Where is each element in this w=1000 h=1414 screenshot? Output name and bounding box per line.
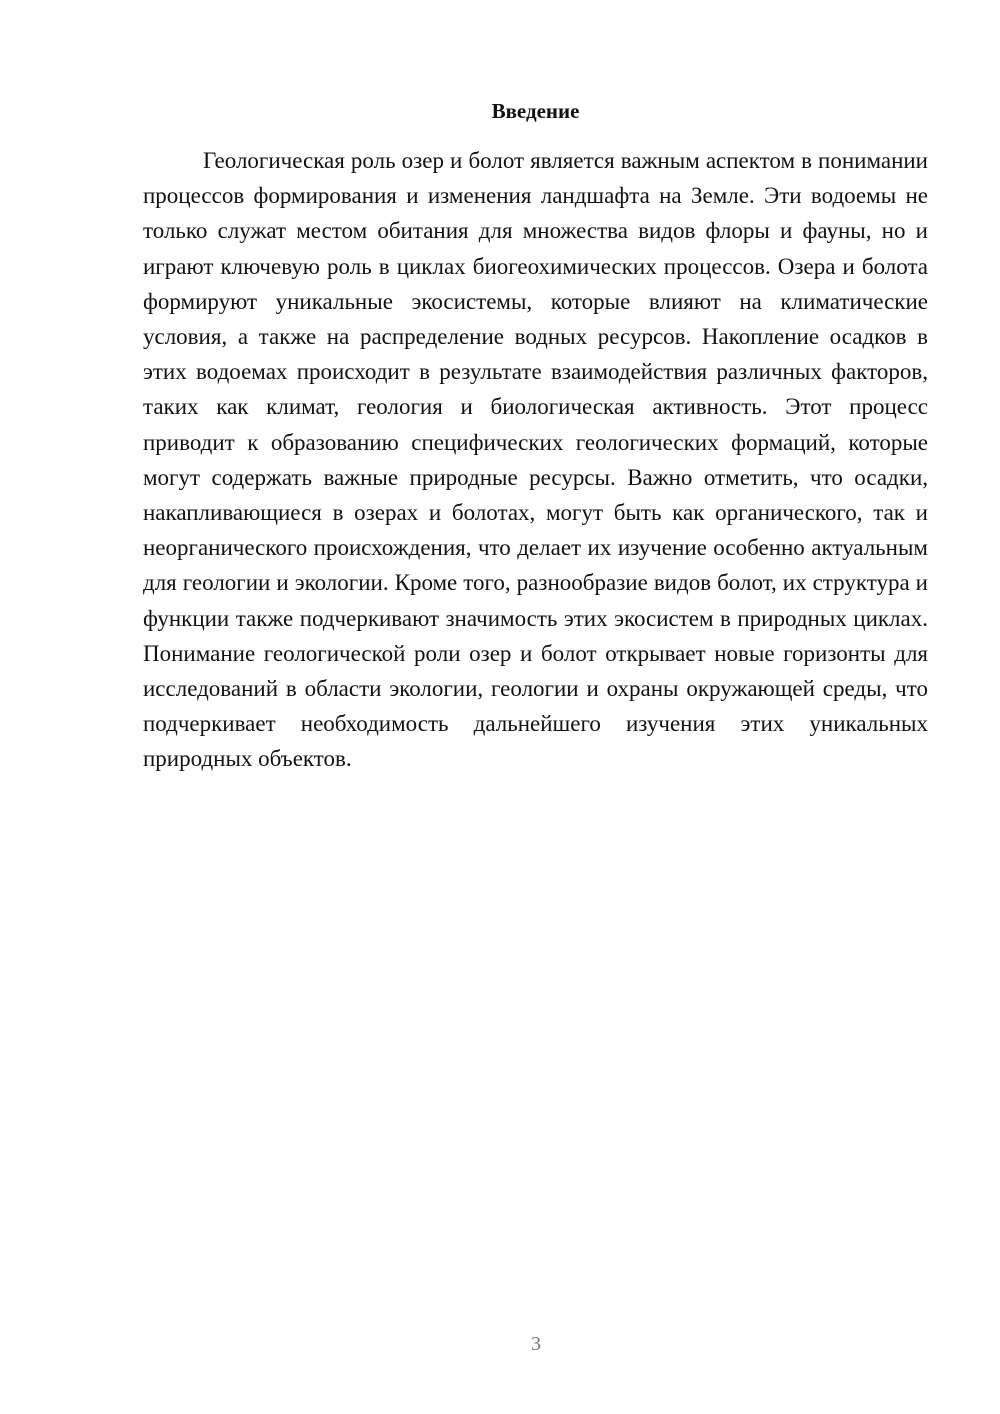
page-number: 3 [531,1333,541,1355]
section-heading: Введение [491,99,580,123]
body-paragraph: Геологическая роль озер и болот является важным аспектом в понимании процессов формирования и изменения ландшафта на Земле. Эти водоемы не только служат местом обитания для множества видов флоры и фауны, но и играют ключевую роль в циклах биогеохимических процессов. Озера и болота формируют уникальные экосистемы, которые влияют на климатические условия, а также на распределение водных ресурсов. Накопление осадков в этих водоемах происходит в результате взаимодействия различных факторов, таких как климат, геология и биологическая активность. Этот процесс приводит к образованию специфических геологических формаций, которые могут содержать важные природные ресурсы. Важно отметить, что осадки, накапливающиеся в озерах и болотах, могут быть как органического, так и неорганического происхождения, что делает их изучение особенно актуальным для геологии и экологии. Кроме того, разнообразие видов болот, их структура и функции также подчеркивают значимость этих экосистем в природных циклах. Понимание геологической роли озер и болот открывает новые горизонты для исследований в области экологии, геологии и охраны окружающей среды, что подчеркивает необходимость дальнейшего изучения этих уникальных природных объектов. [143,148,928,772]
